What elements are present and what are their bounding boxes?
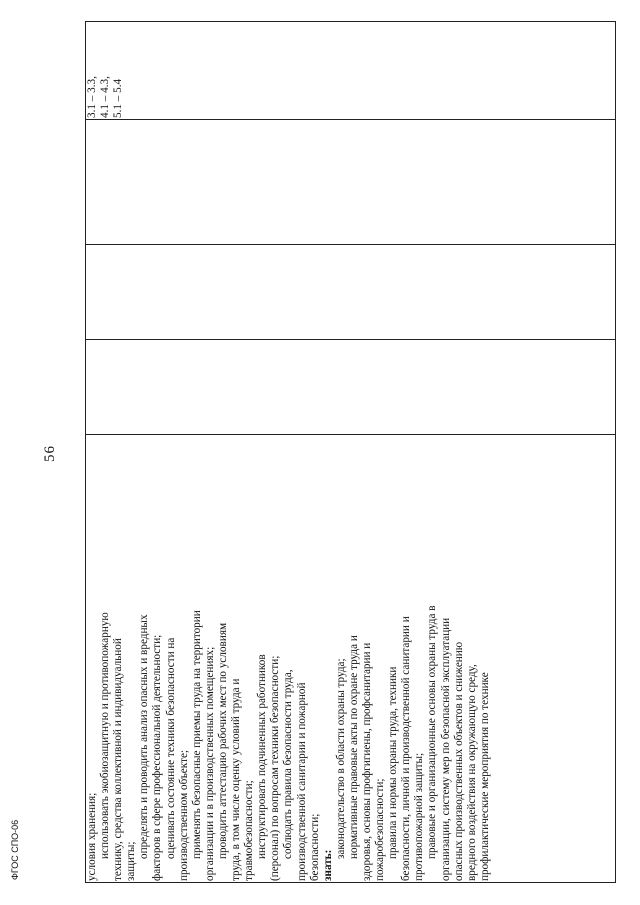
- content-line: труда, в том числе оценку условий труда и: [230, 678, 243, 881]
- column-divider: [86, 434, 615, 435]
- content-line: безопасности;: [308, 813, 321, 881]
- column-divider: [86, 119, 615, 120]
- content-line: вредного воздействия на окружающую среду,: [465, 664, 478, 881]
- content-line: оценивать состояние техники безопасности на: [164, 637, 177, 859]
- skills-knowledge-cell: [86, 439, 492, 881]
- content-line: (персонал) по вопросам техники безопасности;: [269, 655, 282, 881]
- content-line: пожаробезопасности;: [374, 778, 387, 881]
- content-line: определять и проводить анализ опасных и вредных: [138, 614, 151, 859]
- content-line: применять безопасные приемы труда на территории: [190, 610, 203, 859]
- content-line: здоровья, основы профгигиены, профсанитарии и: [360, 642, 373, 881]
- content-line: организации, систему мер по безопасной эксплуатации: [439, 617, 452, 881]
- content-line: безопасности, личной и производственной санитарии и: [400, 616, 413, 881]
- content-line: правила и нормы охраны труда, техники: [387, 666, 400, 859]
- content-line: проводить аттестацию рабочих мест по условиям: [216, 622, 229, 859]
- content-line: производственной санитарии и пожарной: [295, 682, 308, 881]
- content-line: правовые и организационные основы охраны труда в: [426, 605, 439, 859]
- column-divider: [86, 339, 615, 340]
- content-line: законодательство в области охраны труда;: [334, 658, 347, 859]
- content-line: нормативные правовые акты по охране труда и: [347, 635, 360, 859]
- content-line: знать:: [321, 849, 334, 881]
- content-line: инструктировать подчиненных работников: [256, 654, 269, 859]
- content-line: организации и в производственных помещениях;: [203, 646, 216, 881]
- content-line: условия хранения;: [86, 792, 98, 881]
- competency-ref: 3.1 – 3.3,: [86, 76, 98, 118]
- content-line: противопожарной защиты;: [413, 752, 426, 881]
- competency-ref: 4.1 – 4.3,: [99, 76, 112, 118]
- page-number: 56: [42, 445, 58, 462]
- column-divider: [86, 244, 615, 245]
- content-line: опасных производственных объектов и снижению: [452, 641, 465, 881]
- content-line: использовать экобиозащитную и противопожарную: [99, 612, 112, 859]
- content-line: профилактические мероприятия по технике: [478, 672, 491, 881]
- content-line: соблюдать правила безопасности труда,: [282, 669, 295, 859]
- document-code: ФГОС СПО-06: [10, 819, 20, 880]
- content-line: защиты;: [125, 841, 138, 881]
- content-line: травмобезопасности;: [243, 780, 256, 881]
- content-line: технику, средства коллективной и индивидуальной: [112, 638, 125, 881]
- content-line: факторов в сфере профессиональной деятельности;: [151, 634, 164, 881]
- content-line: производственном объекте;: [177, 749, 190, 881]
- competency-codes-cell: [86, 22, 125, 118]
- competency-ref: 5.1 – 5.4: [112, 78, 125, 118]
